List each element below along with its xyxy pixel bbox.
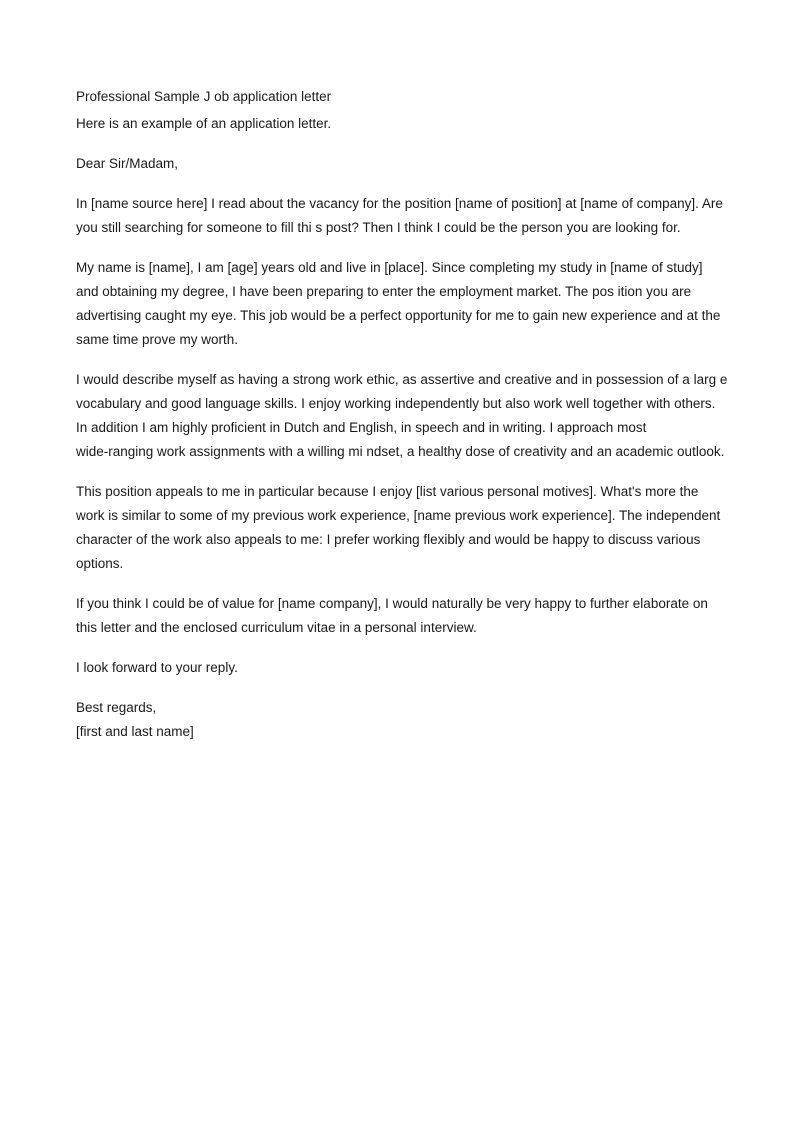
paragraph-line: vocabulary and good language skills. I enjoy working independently but also work well together with others. xyxy=(76,396,716,411)
paragraph-line: and obtaining my degree, I have been preparing to enter the employment market. The pos ition you are xyxy=(76,284,692,299)
paragraph-line: I would describe myself as having a strong work ethic, as assertive and creative and in possession of a larg e xyxy=(76,372,728,387)
letter-body xyxy=(76,88,728,760)
paragraph-line: this letter and the enclosed curriculum vitae in a personal interview. xyxy=(76,620,477,635)
paragraph-skills xyxy=(76,368,728,464)
closing-line: Best regards, xyxy=(76,700,157,715)
paragraph-about-me xyxy=(76,256,721,352)
paragraph-reply xyxy=(76,656,716,680)
paragraph-line: you still searching for someone to fill thi s post? Then I think I could be the person you are looking for. xyxy=(76,220,681,235)
intro-line: Here is an example of an application letter. xyxy=(76,116,332,131)
paragraph-vacancy xyxy=(76,192,723,240)
salutation xyxy=(76,152,716,176)
paragraph-line: advertising caught my eye. This job would be a perfect opportunity for me to gain new experience and at the xyxy=(76,308,721,323)
paragraph-line: My name is [name], I am [age] years old and live in [place]. Since completing my study in [name of study] xyxy=(76,260,703,275)
paragraph-line: If you think I could be of value for [name company], I would naturally be very happy to further elaborate on xyxy=(76,596,708,611)
paragraph-line: same time prove my worth. xyxy=(76,332,239,347)
paragraph-line: wide-ranging work assignments with a willing mi ndset, a healthy dose of creativity and an academic outlook. xyxy=(76,444,725,459)
signature-name: [first and last name] xyxy=(76,724,194,739)
document-title: Professional Sample J ob application letter xyxy=(76,89,332,104)
paragraph-line: options. xyxy=(76,556,124,571)
salutation-line: Dear Sir/Madam, xyxy=(76,156,179,171)
paragraph-line: In addition I am highly proficient in Dutch and English, in speech and in writing. I approach most xyxy=(76,420,647,435)
closing xyxy=(76,696,716,744)
intro-paragraph xyxy=(76,112,716,136)
paragraph-motivation xyxy=(76,480,721,576)
paragraph-line: This position appeals to me in particular because I enjoy [list various personal motives]. What's more the xyxy=(76,484,699,499)
paragraph-line: character of the work also appeals to me: I prefer working flexibly and would be happy to discuss various xyxy=(76,532,701,547)
paragraph-line: work is similar to some of my previous work experience, [name previous work experience]. The independent xyxy=(76,508,721,523)
paragraph-line: In [name source here] I read about the vacancy for the position [name of position] at [name of company]. Are xyxy=(76,196,723,211)
paragraph-line: I look forward to your reply. xyxy=(76,660,238,675)
paragraph-interview xyxy=(76,592,716,640)
